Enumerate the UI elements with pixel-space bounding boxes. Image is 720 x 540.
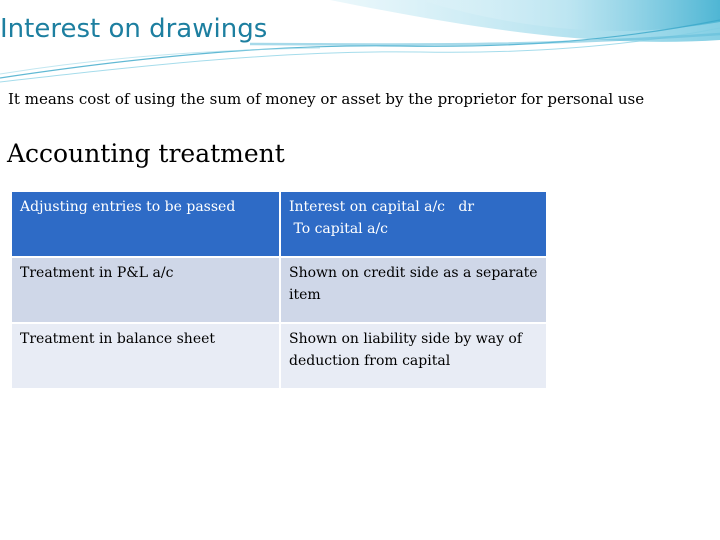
accounting-treatment-table [12,192,546,390]
table-row [12,192,546,258]
table-cell-value [281,192,546,258]
table-cell-label: Treatment in P&L a/c [12,258,281,324]
table-cell-value-line: Interest on capital a/c dr [289,199,475,215]
definition-text: It means cost of using the sum of money or asset by the proprietor for personal use [8,90,645,108]
section-heading: Accounting treatment [7,139,285,168]
table-row [12,324,546,390]
table-cell-label: Treatment in balance sheet [12,324,281,390]
table-cell-label: Adjusting entries to be passed [12,192,281,258]
table-cell-value-line: To capital a/c [289,221,389,237]
table-cell-value: Shown on liability side by way of deduction from capital [281,324,546,390]
table-row [12,258,546,324]
table-cell-value: Shown on credit side as a separate item [281,258,546,324]
slide-title: Interest on drawings [0,14,268,44]
